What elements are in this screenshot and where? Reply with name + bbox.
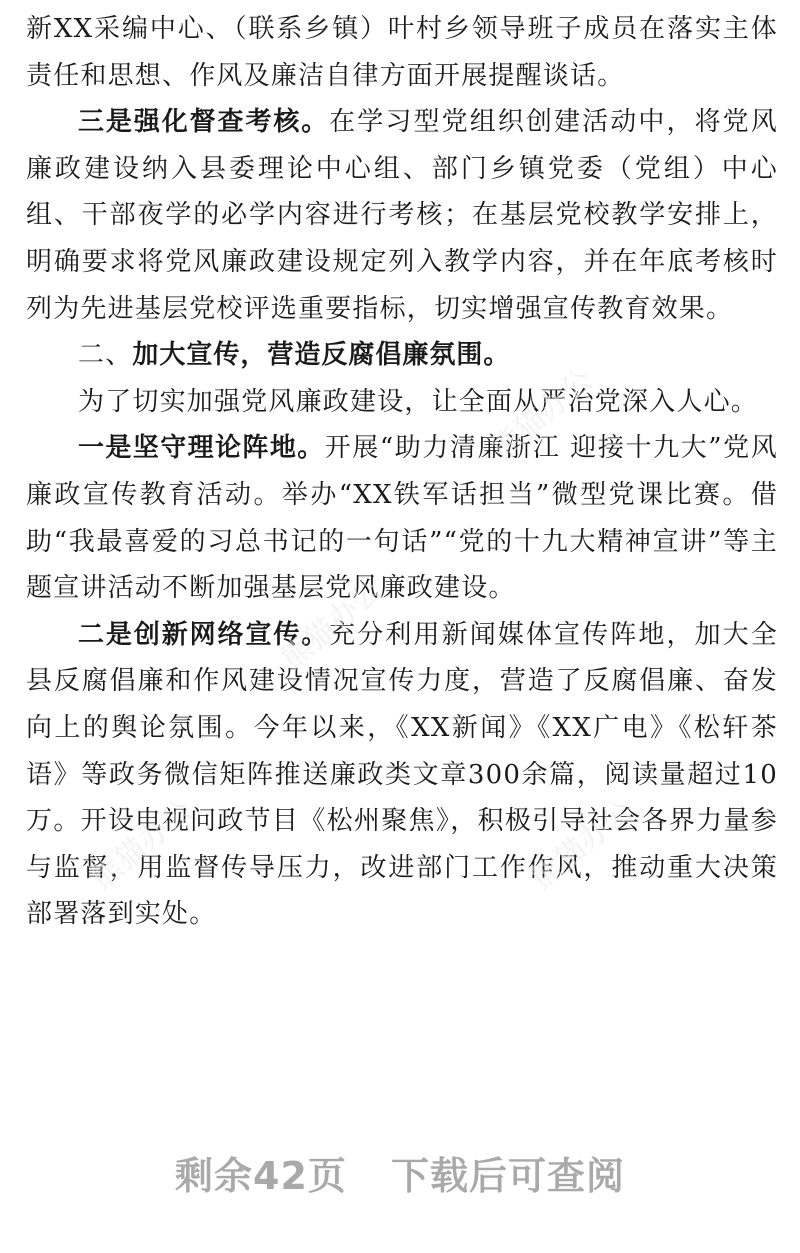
paragraph-2-lead: 三是强化督查考核。	[78, 107, 330, 138]
download-hint-label: 下载后可查阅	[390, 1154, 625, 1198]
section-heading-title: 加大宣传，营造反腐倡廉氛围。	[132, 340, 511, 371]
paragraph-6-lead: 二是创新网络宣传。	[78, 619, 330, 650]
paragraph-2-text: 在学习型党组织创建活动中，将党风廉政建设纳入县委理论中心组、部门乡镇党委（党组）中心组、干部夜学的必学内容进行考核；在基层党校教学安排上，明确要求将党风廉政建设规定列入教学内容，并在年底考核时列为先进基层党校评选重要指标，切实增强宣传教育效果。	[26, 107, 778, 324]
paragraph-5-lead: 一是坚守理论阵地。	[78, 433, 325, 464]
watermark-mark: 熊猫办公	[275, 572, 390, 677]
watermark-mark: 熊猫办公	[485, 362, 600, 467]
paragraph-5	[26, 425, 778, 611]
paragraph-1-text: 新XX采编中心、（联系乡镇）叶村乡领导班子成员在落实主体责任和思想、作风及廉洁自律方面开展提醒谈话。	[26, 14, 778, 91]
paragraph-2	[26, 99, 778, 332]
watermark-mark: 熊猫办公	[525, 792, 640, 897]
document-body	[26, 6, 778, 938]
remaining-pages-label: 剩余42页	[175, 1154, 347, 1198]
paragraph-4	[26, 379, 778, 426]
paragraph-6-text: 充分利用新闻媒体宣传阵地，加大全县反腐倡廉和作风建设情况宣传力度，营造了反腐倡廉、奋发向上的舆论氛围。今年以来，《XX新闻》《XX广电》《松轩茶语》等政务微信矩阵推送廉政类文章300余篇，阅读量超过10万。开设电视问政节目《松州聚焦》，积极引导社会各界力量参与监督，用监督传导压力，改进部门工作作风，推动重大决策部署落到实处。	[26, 619, 778, 930]
paragraph-6	[26, 612, 778, 938]
section-heading-2	[26, 332, 778, 379]
section-heading-prefix: 二、	[78, 340, 133, 371]
watermark-mark: 熊猫办公	[85, 792, 200, 897]
paragraph-1	[26, 6, 778, 99]
paragraph-4-text: 为了切实加强党风廉政建设，让全面从严治党深入人心。	[78, 386, 759, 417]
download-prompt[interactable]	[0, 1145, 800, 1200]
paragraph-5-text: 开展“助力清廉浙江 迎接十九大”党风廉政宣传教育活动。举办“XX铁军话担当”微型党课比赛。借助“我最喜爱的习总书记的一句话”“党的十九大精神宣讲”等主题宣讲活动不断加强基层党风廉政建设。	[26, 433, 778, 604]
